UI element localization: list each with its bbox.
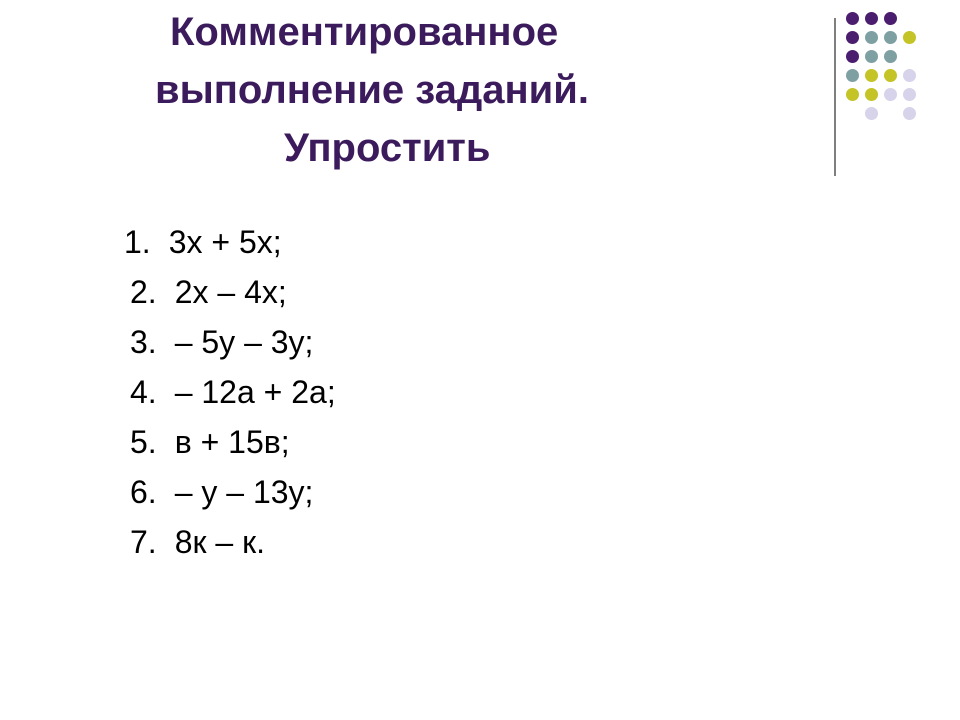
decorative-dot-lavender — [903, 69, 916, 82]
decorative-dot-teal — [884, 31, 897, 44]
decorative-dot-olive — [865, 69, 878, 82]
exercise-expression: 8к – к. — [174, 524, 265, 560]
exercise-number: 6. — [130, 474, 157, 510]
exercise-number: 2. — [130, 274, 157, 310]
exercise-expression: – 12а + 2а; — [174, 374, 336, 410]
exercise-expression: в + 15в; — [174, 424, 290, 460]
exercise-item-5 — [130, 418, 290, 466]
decorative-dot-teal — [846, 69, 859, 82]
exercise-expression: 2х – 4х; — [174, 274, 287, 310]
decorative-dot-olive — [903, 31, 916, 44]
decorative-dot-lavender — [865, 107, 878, 120]
title-line-1: Комментированное — [170, 10, 559, 54]
exercise-item-4 — [130, 368, 336, 416]
exercise-item-1 — [124, 218, 282, 266]
decorative-dot-purple — [884, 12, 897, 25]
exercise-expression: – 5у – 3у; — [174, 324, 314, 360]
exercise-item-6 — [130, 468, 313, 516]
exercise-number: 1. — [124, 224, 151, 260]
exercise-item-3 — [130, 318, 313, 366]
decorative-dot-purple — [865, 12, 878, 25]
decorative-dot-teal — [865, 50, 878, 63]
exercise-number: 5. — [130, 424, 157, 460]
exercise-number: 7. — [130, 524, 157, 560]
exercise-item-2 — [130, 268, 287, 316]
decorative-dot-lavender — [884, 88, 897, 101]
exercise-number: 4. — [130, 374, 157, 410]
decorative-dot-olive — [865, 88, 878, 101]
decorative-dot-lavender — [903, 88, 916, 101]
decorative-dot-grid — [846, 12, 946, 152]
decorative-dot-lavender — [903, 107, 916, 120]
decorative-dot-teal — [865, 31, 878, 44]
exercise-number: 3. — [130, 324, 157, 360]
decorative-dot-purple — [846, 12, 859, 25]
decorative-dot-olive — [884, 69, 897, 82]
decorative-dot-teal — [884, 50, 897, 63]
decorative-divider — [834, 18, 836, 176]
exercise-expression: – у – 13у; — [174, 474, 314, 510]
decorative-dot-purple — [846, 50, 859, 63]
decorative-dot-purple — [846, 31, 859, 44]
exercise-expression: 3х + 5х; — [168, 224, 282, 260]
exercise-item-7 — [130, 518, 265, 566]
title-line-2: выполнение заданий. — [155, 68, 589, 112]
title-line-3: Упростить — [284, 126, 491, 170]
decorative-dot-olive — [846, 88, 859, 101]
